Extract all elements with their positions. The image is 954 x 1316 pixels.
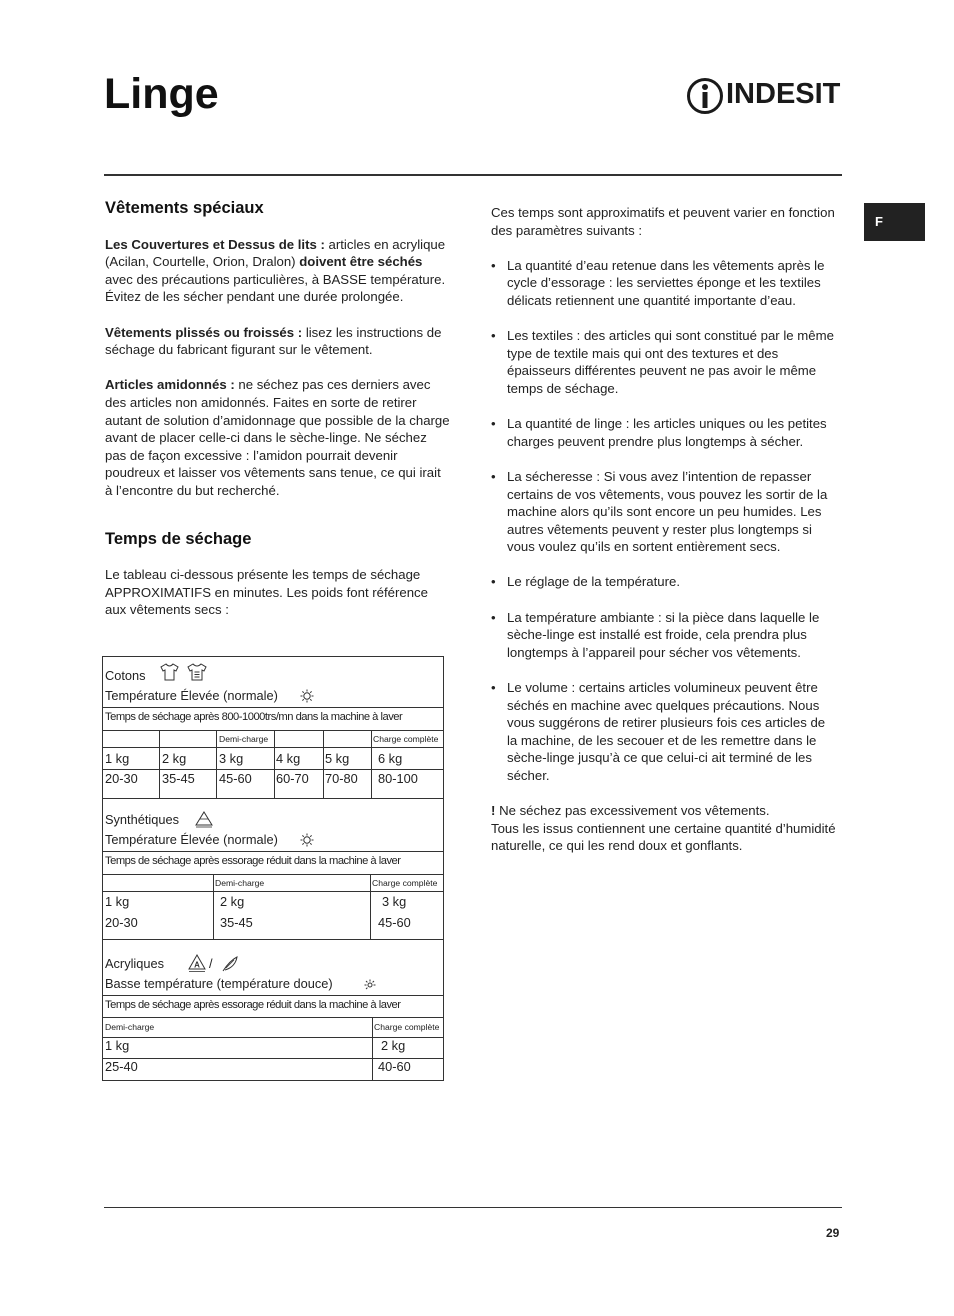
list-item: • Le volume : certains articles volumineux peuvent être séchés en machine avec quelques précautions. Nous vous suggérons de retirer plusieurs fois ces articles de la machine, de les secouer et de les remettre dans le sèche-linge jusqu’à ce que celui-ci ait terminé de les sécher. bbox=[491, 679, 836, 785]
cotton-time: 70-80 bbox=[325, 771, 358, 786]
pleated-paragraph: Vêtements plissés ou froissés : lisez les instructions de séchage du fabricant figurant sur le vêtement. bbox=[105, 324, 442, 358]
drying-heading: Temps de séchage bbox=[105, 529, 252, 548]
synthetic-temp: Température Élevée (normale) bbox=[105, 832, 278, 847]
factors-list bbox=[491, 257, 836, 785]
cotton-half-label: Demi-charge bbox=[219, 734, 269, 744]
cotton-weight: 5 kg bbox=[325, 751, 350, 766]
warning-note: ! Ne séchez pas excessivement vos vêtements. Tous les issus contiennent une certaine quantité d’humidité naturelle, ce qui les rend doux et gonflants. bbox=[491, 803, 836, 854]
iron-icon bbox=[187, 663, 207, 681]
acrylic-time: 25-40 bbox=[105, 1059, 138, 1074]
synthetic-time: 45-60 bbox=[378, 915, 411, 930]
drying-table bbox=[102, 656, 444, 1081]
cotton-time: 35-45 bbox=[162, 771, 195, 786]
cotton-time: 20-30 bbox=[105, 771, 138, 786]
list-item: • Le réglage de la température. bbox=[491, 573, 836, 591]
synthetic-care-icon bbox=[194, 810, 214, 828]
cotton-full-label: Charge complète bbox=[373, 734, 439, 744]
sun-icon bbox=[300, 689, 314, 703]
warning-mark: ! bbox=[491, 803, 496, 819]
page-title: Linge bbox=[104, 70, 219, 118]
brand-logo bbox=[686, 76, 846, 116]
synthetic-half-label: Demi-charge bbox=[215, 878, 265, 888]
acrylic-care-icon bbox=[186, 953, 208, 973]
list-item: • La quantité de linge : les articles uniques ou les petites charges peuvent prendre plus longtemps à sécher. bbox=[491, 415, 836, 450]
feather-icon bbox=[221, 955, 239, 973]
page-number: 29 bbox=[826, 1226, 840, 1240]
cotton-weight: 4 kg bbox=[276, 751, 301, 766]
synthetic-full-label: Charge complète bbox=[372, 878, 438, 888]
cotton-temp: Température Élevée (normale) bbox=[105, 688, 278, 703]
acrylic-time: 40-60 bbox=[378, 1059, 411, 1074]
left-column bbox=[105, 200, 450, 619]
synthetic-time: 35-45 bbox=[220, 915, 253, 930]
brand-name: INDESIT bbox=[726, 78, 841, 110]
tshirt-icon bbox=[160, 663, 179, 681]
cotton-weight: 2 kg bbox=[162, 751, 187, 766]
synthetic-weight: 1 kg bbox=[105, 894, 130, 909]
list-item: • La sécheresse : Si vous avez l’intention de repasser certains de vos vêtements, vous pouvez les sortir de la machine alors qu’ils sont encore un peu humides. Les autres vêtements peuvent y rester plus longtemps si vous voulez qu’ils en sortent entièrement secs. bbox=[491, 468, 836, 556]
blankets-paragraph: Les Couvertures et Dessus de lits : articles en acrylique (Acilan, Courtelle, Orion, Dralon) doivent être séchés avec des précautions particulières, à BASSE température. Évitez de les sécher pendant une durée prolongée. bbox=[105, 236, 446, 305]
list-item: • Les textiles : des articles qui sont constitué par le même type de textile mais qui ont des textures et des épaisseurs différentes peuvent ne pas avoir le même temps de séchage. bbox=[491, 327, 836, 397]
acrylic-full-label: Charge complète bbox=[374, 1022, 440, 1032]
acrylic-weight: 1 kg bbox=[105, 1038, 130, 1053]
cotton-time: 60-70 bbox=[276, 771, 309, 786]
low-temp-icon bbox=[364, 979, 376, 991]
footer-divider bbox=[104, 1207, 842, 1208]
factors-intro: Ces temps sont approximatifs et peuvent varier en fonction des paramètres suivants : bbox=[491, 205, 835, 238]
cotton-time: 80-100 bbox=[378, 771, 418, 786]
synthetic-weight: 2 kg bbox=[220, 894, 245, 909]
cotton-weight: 1 kg bbox=[105, 751, 130, 766]
cotton-subtitle: Temps de séchage après 800-1000trs/mn dans la machine à laver bbox=[105, 711, 403, 723]
header-divider bbox=[104, 174, 842, 176]
synthetic-subtitle: Temps de séchage après essorage réduit dans la machine à laver bbox=[105, 855, 401, 867]
starched-paragraph: Articles amidonnés : ne séchez pas ces derniers avec des articles non amidonnés. Faites en sorte de retirer autant de solution d’amidonnage que possible de la charge avant de placer celle-ci dans le sèche-linge. Ne séchez pas de façon excessive : l’amidon pourrait devenir poudreux et laisser vos vêtements sans tenue, ce qui irait à l’encontre du but recherché. bbox=[105, 377, 450, 498]
acrylic-label: Acryliques bbox=[105, 956, 165, 971]
cotton-weight: 3 kg bbox=[219, 751, 244, 766]
drying-intro: Le tableau ci-dessous présente les temps de séchage APPROXIMATIFS en minutes. Les poids font référence aux vêtements secs : bbox=[105, 567, 428, 618]
list-item: • La quantité d’eau retenue dans les vêtements après le cycle d’essorage : les serviettes éponge et les textiles délicats retiennent une quantité importante d’eau. bbox=[491, 257, 836, 310]
sun-icon bbox=[300, 833, 314, 847]
special-heading: Vêtements spéciaux bbox=[105, 199, 264, 217]
acrylic-slash: / bbox=[209, 956, 213, 971]
acrylic-subtitle: Temps de séchage après essorage réduit dans la machine à laver bbox=[105, 999, 401, 1011]
list-item: • La température ambiante : si la pièce dans laquelle le sèche-linge est installé est froide, cela prendra plus longtemps à l’appareil pour sécher vos vêtements. bbox=[491, 609, 836, 662]
cotton-time: 45-60 bbox=[219, 771, 252, 786]
language-tab: F bbox=[864, 203, 925, 241]
acrylic-temp: Basse température (température douce) bbox=[105, 976, 333, 991]
right-column bbox=[491, 204, 836, 855]
cotton-label: Cotons bbox=[105, 668, 146, 683]
synthetic-label: Synthétiques bbox=[105, 812, 179, 827]
svg-text:A: A bbox=[194, 960, 200, 970]
cotton-weight: 6 kg bbox=[378, 751, 403, 766]
indesit-logo-icon bbox=[686, 76, 726, 116]
acrylic-weight: 2 kg bbox=[381, 1038, 406, 1053]
synthetic-time: 20-30 bbox=[105, 915, 138, 930]
acrylic-half-label: Demi-charge bbox=[105, 1022, 155, 1032]
synthetic-weight: 3 kg bbox=[382, 894, 407, 909]
